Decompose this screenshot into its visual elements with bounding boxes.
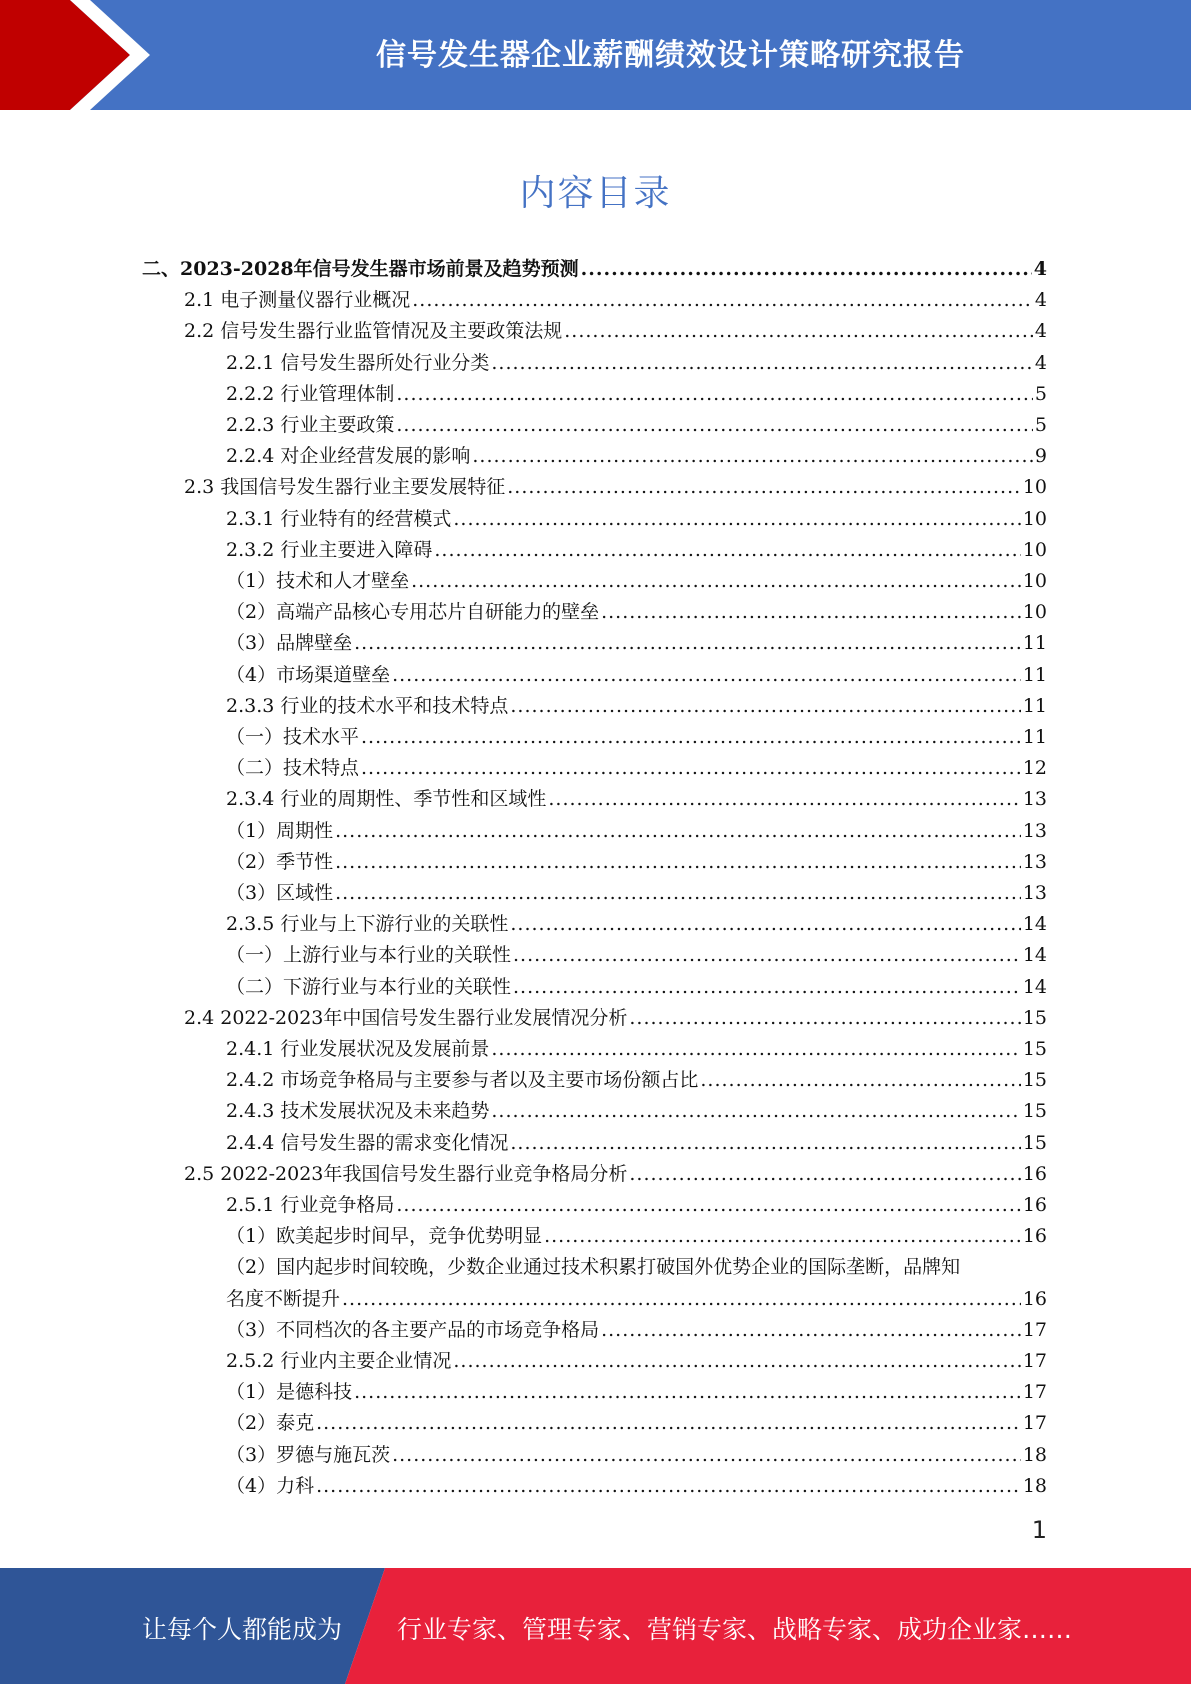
toc-entry-page: 16 xyxy=(1022,1225,1047,1248)
toc-entry[interactable] xyxy=(226,909,1047,940)
toc-entry[interactable] xyxy=(226,1440,1047,1471)
toc-entry-label: 2.4.2 市场竞争格局与主要参与者以及主要市场份额占比 xyxy=(226,1069,699,1092)
toc-entry-page: 14 xyxy=(1022,944,1047,967)
toc-entry-label: 2.2.4 对企业经营发展的影响 xyxy=(226,445,471,468)
toc-entry-page: 4 xyxy=(1033,258,1047,280)
toc-leader-dots xyxy=(472,441,1033,472)
toc-entry-label: （2）泰克 xyxy=(226,1412,315,1435)
toc-entry[interactable] xyxy=(226,597,1047,628)
toc-entry[interactable] xyxy=(184,1003,1047,1034)
toc-entry-label: 2.4.1 行业发展状况及发展前景 xyxy=(226,1038,490,1060)
toc-entry-page: 15 xyxy=(1022,1006,1047,1029)
toc-leader-dots xyxy=(513,940,1021,971)
toc-entry[interactable] xyxy=(226,348,1047,379)
toc-entry[interactable] xyxy=(226,1221,1047,1252)
toc-entry-label: （3）品牌壁垒 xyxy=(226,632,353,655)
toc-leader-dots xyxy=(700,1065,1020,1096)
toc-leader-dots xyxy=(396,379,1033,410)
toc-entry-page: 17 xyxy=(1022,1350,1047,1372)
toc-entry[interactable] xyxy=(226,1128,1047,1159)
toc-entry-label: （3）区域性 xyxy=(226,882,334,904)
toc-entry-label: 2.3.2 行业主要进入障碍 xyxy=(226,538,433,561)
toc-entry[interactable] xyxy=(226,722,1047,753)
toc-entry[interactable] xyxy=(226,1284,1047,1315)
toc-leader-dots xyxy=(581,254,1032,285)
toc-entry-label: （3）罗德与施瓦茨 xyxy=(226,1443,391,1466)
toc-entry-label: 2.4.4 信号发生器的需求变化情况 xyxy=(226,1131,509,1154)
toc-leader-dots xyxy=(453,1346,1020,1377)
toc-entry-label: 2.3.3 行业的技术水平和技术特点 xyxy=(226,694,509,717)
toc-entry[interactable] xyxy=(226,1315,1047,1346)
toc-leader-dots xyxy=(453,504,1020,535)
toc-leader-dots xyxy=(335,816,1021,847)
toc-entry-page: 11 xyxy=(1022,694,1047,717)
toc-leader-dots xyxy=(513,972,1021,1003)
toc-entry-page: 10 xyxy=(1022,570,1047,592)
toc-leader-dots xyxy=(412,285,1033,316)
toc-entry-label: （二）下游行业与本行业的关联性 xyxy=(226,975,512,998)
toc-leader-dots xyxy=(491,348,1033,379)
toc-entry-page: 17 xyxy=(1022,1318,1047,1341)
toc-leader-dots xyxy=(601,597,1021,628)
toc-entry-label: （4）力科 xyxy=(226,1474,315,1497)
toc-entry-label: （2）国内起步时间较晚，少数企业通过技术积累打破国外优势企业的国际垄断，品牌知 xyxy=(226,1256,961,1279)
toc-entry[interactable] xyxy=(226,535,1047,566)
toc-entry-label: 2.1 电子测量仪器行业概况 xyxy=(184,289,411,312)
toc-entry[interactable] xyxy=(226,379,1047,410)
toc-entry[interactable] xyxy=(184,472,1047,503)
footer-slogan-left: 让每个人都能成为 xyxy=(142,1615,343,1644)
toc-entry-page: 17 xyxy=(1022,1412,1047,1435)
toc-entry[interactable] xyxy=(226,566,1047,597)
toc-entry-page: 11 xyxy=(1022,726,1047,748)
toc-entry-label: （4）市场渠道壁垒 xyxy=(226,663,391,686)
toc-entry[interactable] xyxy=(226,441,1047,472)
toc-entry-page: 15 xyxy=(1022,1100,1047,1123)
toc-leader-dots xyxy=(491,1034,1020,1065)
toc-entry-page: 13 xyxy=(1022,819,1047,842)
toc-entry-label: （1）技术和人才壁垒 xyxy=(226,570,410,592)
toc-leader-dots xyxy=(392,660,1021,691)
toc-entry-label: （3）不同档次的各主要产品的市场竞争格局 xyxy=(226,1318,600,1341)
toc-entry-label: 名度不断提升 xyxy=(226,1287,341,1310)
toc-entry-label: （1）欧美起步时间早，竞争优势明显 xyxy=(226,1225,543,1248)
page-header xyxy=(0,0,1191,110)
toc-entry-page: 15 xyxy=(1022,1131,1047,1154)
toc-entry-label: （1）是德科技 xyxy=(226,1381,353,1404)
toc-entry[interactable] xyxy=(226,753,1047,784)
toc-entry-page: 13 xyxy=(1022,850,1047,873)
toc-entry[interactable] xyxy=(226,1252,1047,1283)
toc-entry-page: 13 xyxy=(1022,882,1047,904)
toc-leader-dots xyxy=(354,628,1021,659)
toc-leader-dots xyxy=(510,909,1020,940)
toc-entry[interactable] xyxy=(184,1159,1047,1190)
toc-entry-page: 4 xyxy=(1034,320,1047,343)
toc-entry[interactable] xyxy=(226,1034,1047,1065)
toc-leader-dots xyxy=(392,1440,1021,1471)
report-title: 信号发生器企业薪酬绩效设计策略研究报告 xyxy=(376,38,965,73)
toc-entry[interactable] xyxy=(226,878,1047,909)
toc-entry-label: （一）技术水平 xyxy=(226,726,360,748)
toc-heading: 内容目录 xyxy=(519,173,672,214)
toc-entry-label: （2）季节性 xyxy=(226,850,334,873)
page-footer xyxy=(0,1568,1191,1684)
toc-entry-label: 2.3.4 行业的周期性、季节性和区域性 xyxy=(226,788,547,811)
toc-leader-dots xyxy=(434,535,1020,566)
toc-entry-label: 2.2.2 行业管理体制 xyxy=(226,382,395,405)
toc-entry[interactable] xyxy=(226,660,1047,691)
toc-entry-label: （一）上游行业与本行业的关联性 xyxy=(226,944,512,967)
toc-entry[interactable] xyxy=(226,1408,1047,1439)
toc-leader-dots xyxy=(361,722,1021,753)
toc-entry[interactable] xyxy=(142,254,1047,285)
toc-leader-dots xyxy=(564,316,1033,347)
toc-entry-label: 二、2023-2028年信号发生器市场前景及趋势预测 xyxy=(142,258,579,280)
toc-entry-page: 5 xyxy=(1034,382,1047,405)
toc-entry-label: （二）技术特点 xyxy=(226,757,360,780)
toc-entry[interactable] xyxy=(226,504,1047,535)
toc-entry-page: 4 xyxy=(1034,289,1047,312)
toc-entry[interactable] xyxy=(226,1065,1047,1096)
toc-leader-dots xyxy=(548,784,1020,815)
toc-leader-dots xyxy=(361,753,1021,784)
toc-leader-dots xyxy=(544,1221,1021,1252)
toc-entry[interactable] xyxy=(226,847,1047,878)
toc-entry[interactable] xyxy=(226,940,1047,971)
toc-entry[interactable] xyxy=(226,1346,1047,1377)
toc-entry-page: 14 xyxy=(1022,913,1047,936)
toc-leader-dots xyxy=(411,566,1021,597)
toc-entry-page: 11 xyxy=(1022,663,1047,686)
toc-entry[interactable] xyxy=(184,316,1047,347)
toc-entry-label: （2）高端产品核心专用芯片自研能力的壁垒 xyxy=(226,601,600,624)
toc-entry-label: 2.5 2022-2023年我国信号发生器行业竞争格局分析 xyxy=(184,1162,628,1185)
toc-entry-page: 15 xyxy=(1022,1038,1047,1060)
toc-leader-dots xyxy=(396,1190,1020,1221)
toc-entry-label: 2.4.3 技术发展状况及未来趋势 xyxy=(226,1100,490,1123)
toc-entry-label: 2.5.2 行业内主要企业情况 xyxy=(226,1350,452,1372)
toc-entry-label: 2.4 2022-2023年中国信号发生器行业发展情况分析 xyxy=(184,1006,628,1029)
toc-entry[interactable] xyxy=(226,972,1047,1003)
toc-entry[interactable] xyxy=(226,816,1047,847)
toc-leader-dots xyxy=(510,1128,1020,1159)
toc-leader-dots xyxy=(491,1096,1020,1127)
toc-entry-page: 4 xyxy=(1034,351,1047,374)
footer-slogan-right: 行业专家、管理专家、营销专家、战略专家、成功企业家…… xyxy=(397,1615,1073,1644)
toc-leader-dots xyxy=(354,1377,1021,1408)
toc-entry-label: 2.2.1 信号发生器所处行业分类 xyxy=(226,351,490,374)
toc-entry-page: 13 xyxy=(1022,788,1047,811)
toc-entry-page: 15 xyxy=(1022,1069,1047,1092)
toc-entry-label: 2.5.1 行业竞争格局 xyxy=(226,1194,395,1216)
toc-entry-label: 2.2 信号发生器行业监管情况及主要政策法规 xyxy=(184,320,563,343)
toc-leader-dots xyxy=(335,878,1021,909)
toc-entry-page: 5 xyxy=(1034,414,1047,436)
toc-entry-page: 10 xyxy=(1022,601,1047,624)
toc-entry-page: 12 xyxy=(1022,757,1047,780)
toc-leader-dots xyxy=(316,1471,1021,1502)
toc-entry-page: 10 xyxy=(1022,476,1047,499)
toc-leader-dots xyxy=(510,691,1020,722)
toc-entry-page: 11 xyxy=(1022,632,1047,655)
toc-entry[interactable] xyxy=(226,1096,1047,1127)
toc-leader-dots xyxy=(396,410,1033,441)
toc-entry-page: 18 xyxy=(1022,1443,1047,1466)
toc-entry-page: 16 xyxy=(1022,1194,1047,1216)
toc-leader-dots xyxy=(335,847,1021,878)
toc-leader-dots xyxy=(342,1284,1021,1315)
toc-entry-label: 2.3.1 行业特有的经营模式 xyxy=(226,507,452,530)
toc-entry-label: 2.3.5 行业与上下游行业的关联性 xyxy=(226,913,509,936)
toc-entry[interactable] xyxy=(184,285,1047,316)
toc-entry-page: 16 xyxy=(1022,1162,1047,1185)
toc-entry[interactable] xyxy=(226,784,1047,815)
toc-leader-dots xyxy=(629,1003,1020,1034)
page-number: 1 xyxy=(1031,1516,1047,1544)
toc-entry-page: 10 xyxy=(1022,538,1047,561)
toc-entry-page: 10 xyxy=(1022,507,1047,530)
toc-leader-dots xyxy=(507,472,1021,503)
toc-entry-label: 2.2.3 行业主要政策 xyxy=(226,414,395,436)
toc-entry[interactable] xyxy=(226,1190,1047,1221)
toc-entry[interactable] xyxy=(226,691,1047,722)
toc-entry-label: 2.3 我国信号发生器行业主要发展特征 xyxy=(184,476,506,499)
toc-entry-page: 16 xyxy=(1022,1287,1047,1310)
toc-entry[interactable] xyxy=(226,1471,1047,1502)
toc-entry-page: 18 xyxy=(1022,1474,1047,1497)
toc-entry-page: 9 xyxy=(1034,445,1047,468)
toc-entry[interactable] xyxy=(226,628,1047,659)
toc-entry-page: 14 xyxy=(1022,975,1047,998)
toc-entry-page: 17 xyxy=(1022,1381,1047,1404)
toc-entry[interactable] xyxy=(226,1377,1047,1408)
toc-leader-dots xyxy=(316,1408,1021,1439)
toc-leader-dots xyxy=(601,1315,1021,1346)
toc-entry[interactable] xyxy=(226,410,1047,441)
toc-leader-dots xyxy=(629,1159,1020,1190)
toc-entry-label: （1）周期性 xyxy=(226,819,334,842)
